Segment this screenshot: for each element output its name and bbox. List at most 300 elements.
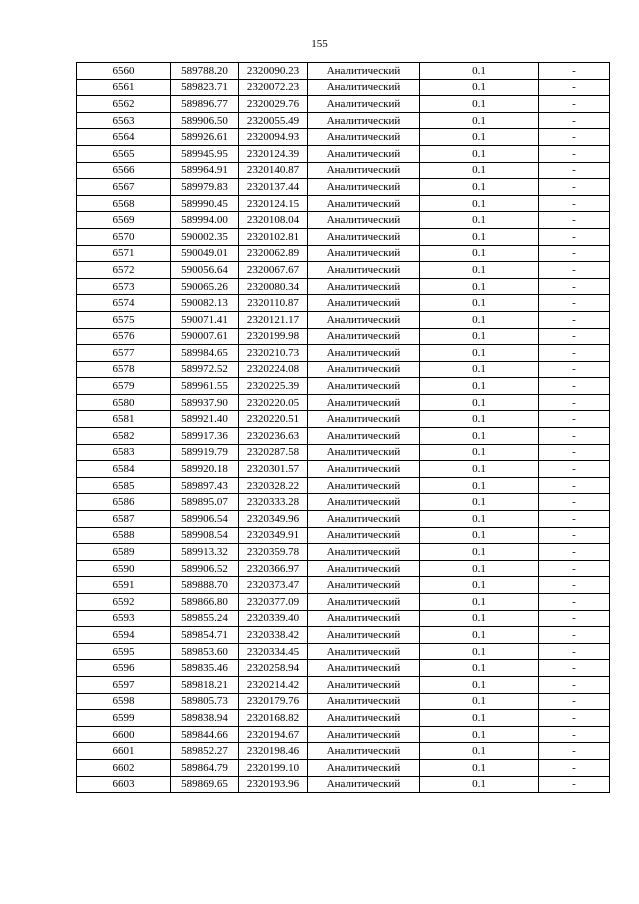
method-cell: Аналитический bbox=[308, 345, 420, 362]
point-number-cell: 6593 bbox=[77, 610, 171, 627]
table-row bbox=[77, 461, 610, 478]
method-cell: Аналитический bbox=[308, 627, 420, 644]
point-number-cell: 6601 bbox=[77, 743, 171, 760]
point-number-cell: 6595 bbox=[77, 643, 171, 660]
x-coordinate-cell: 589788.20 bbox=[171, 63, 239, 80]
point-number-cell: 6562 bbox=[77, 96, 171, 113]
y-coordinate-cell: 2320359.78 bbox=[239, 544, 308, 561]
note-cell: - bbox=[539, 361, 610, 378]
accuracy-cell: 0.1 bbox=[420, 129, 539, 146]
y-coordinate-cell: 2320236.63 bbox=[239, 428, 308, 445]
x-coordinate-cell: 590049.01 bbox=[171, 245, 239, 262]
table-row bbox=[77, 195, 610, 212]
y-coordinate-cell: 2320366.97 bbox=[239, 560, 308, 577]
x-coordinate-cell: 589906.54 bbox=[171, 511, 239, 528]
table-row bbox=[77, 710, 610, 727]
table-row bbox=[77, 145, 610, 162]
accuracy-cell: 0.1 bbox=[420, 345, 539, 362]
table-row bbox=[77, 594, 610, 611]
x-coordinate-cell: 590056.64 bbox=[171, 262, 239, 279]
table-row bbox=[77, 577, 610, 594]
accuracy-cell: 0.1 bbox=[420, 511, 539, 528]
note-cell: - bbox=[539, 96, 610, 113]
accuracy-cell: 0.1 bbox=[420, 195, 539, 212]
accuracy-cell: 0.1 bbox=[420, 228, 539, 245]
point-number-cell: 6590 bbox=[77, 560, 171, 577]
table-row bbox=[77, 63, 610, 80]
note-cell: - bbox=[539, 477, 610, 494]
method-cell: Аналитический bbox=[308, 428, 420, 445]
x-coordinate-cell: 589805.73 bbox=[171, 693, 239, 710]
note-cell: - bbox=[539, 444, 610, 461]
point-number-cell: 6598 bbox=[77, 693, 171, 710]
note-cell: - bbox=[539, 743, 610, 760]
accuracy-cell: 0.1 bbox=[420, 328, 539, 345]
accuracy-cell: 0.1 bbox=[420, 627, 539, 644]
x-coordinate-cell: 589913.32 bbox=[171, 544, 239, 561]
point-number-cell: 6602 bbox=[77, 759, 171, 776]
y-coordinate-cell: 2320198.46 bbox=[239, 743, 308, 760]
accuracy-cell: 0.1 bbox=[420, 494, 539, 511]
method-cell: Аналитический bbox=[308, 759, 420, 776]
method-cell: Аналитический bbox=[308, 394, 420, 411]
x-coordinate-cell: 589908.54 bbox=[171, 527, 239, 544]
point-number-cell: 6582 bbox=[77, 428, 171, 445]
accuracy-cell: 0.1 bbox=[420, 245, 539, 262]
accuracy-cell: 0.1 bbox=[420, 461, 539, 478]
y-coordinate-cell: 2320102.81 bbox=[239, 228, 308, 245]
method-cell: Аналитический bbox=[308, 212, 420, 229]
table-row bbox=[77, 112, 610, 129]
method-cell: Аналитический bbox=[308, 411, 420, 428]
note-cell: - bbox=[539, 511, 610, 528]
x-coordinate-cell: 589921.40 bbox=[171, 411, 239, 428]
method-cell: Аналитический bbox=[308, 195, 420, 212]
method-cell: Аналитический bbox=[308, 693, 420, 710]
accuracy-cell: 0.1 bbox=[420, 411, 539, 428]
y-coordinate-cell: 2320062.89 bbox=[239, 245, 308, 262]
y-coordinate-cell: 2320080.34 bbox=[239, 278, 308, 295]
table-row bbox=[77, 129, 610, 146]
x-coordinate-cell: 589906.52 bbox=[171, 560, 239, 577]
table-row bbox=[77, 726, 610, 743]
point-number-cell: 6584 bbox=[77, 461, 171, 478]
table-row bbox=[77, 228, 610, 245]
accuracy-cell: 0.1 bbox=[420, 112, 539, 129]
y-coordinate-cell: 2320339.40 bbox=[239, 610, 308, 627]
table-row bbox=[77, 311, 610, 328]
method-cell: Аналитический bbox=[308, 643, 420, 660]
method-cell: Аналитический bbox=[308, 295, 420, 312]
note-cell: - bbox=[539, 560, 610, 577]
method-cell: Аналитический bbox=[308, 278, 420, 295]
table-row bbox=[77, 411, 610, 428]
y-coordinate-cell: 2320377.09 bbox=[239, 594, 308, 611]
x-coordinate-cell: 589994.00 bbox=[171, 212, 239, 229]
x-coordinate-cell: 589855.24 bbox=[171, 610, 239, 627]
point-number-cell: 6581 bbox=[77, 411, 171, 428]
accuracy-cell: 0.1 bbox=[420, 145, 539, 162]
method-cell: Аналитический bbox=[308, 776, 420, 793]
y-coordinate-cell: 2320168.82 bbox=[239, 710, 308, 727]
accuracy-cell: 0.1 bbox=[420, 776, 539, 793]
note-cell: - bbox=[539, 693, 610, 710]
method-cell: Аналитический bbox=[308, 79, 420, 96]
x-coordinate-cell: 589896.77 bbox=[171, 96, 239, 113]
page-number: 155 bbox=[311, 38, 328, 50]
point-number-cell: 6573 bbox=[77, 278, 171, 295]
x-coordinate-cell: 589835.46 bbox=[171, 660, 239, 677]
y-coordinate-cell: 2320287.58 bbox=[239, 444, 308, 461]
x-coordinate-cell: 589979.83 bbox=[171, 179, 239, 196]
coordinates-table bbox=[76, 62, 610, 793]
y-coordinate-cell: 2320137.44 bbox=[239, 179, 308, 196]
point-number-cell: 6568 bbox=[77, 195, 171, 212]
accuracy-cell: 0.1 bbox=[420, 179, 539, 196]
note-cell: - bbox=[539, 245, 610, 262]
table-row bbox=[77, 743, 610, 760]
method-cell: Аналитический bbox=[308, 511, 420, 528]
point-number-cell: 6571 bbox=[77, 245, 171, 262]
point-number-cell: 6597 bbox=[77, 676, 171, 693]
y-coordinate-cell: 2320333.28 bbox=[239, 494, 308, 511]
y-coordinate-cell: 2320090.23 bbox=[239, 63, 308, 80]
method-cell: Аналитический bbox=[308, 361, 420, 378]
x-coordinate-cell: 590071.41 bbox=[171, 311, 239, 328]
point-number-cell: 6560 bbox=[77, 63, 171, 80]
x-coordinate-cell: 590065.26 bbox=[171, 278, 239, 295]
accuracy-cell: 0.1 bbox=[420, 63, 539, 80]
point-number-cell: 6565 bbox=[77, 145, 171, 162]
x-coordinate-cell: 589869.65 bbox=[171, 776, 239, 793]
method-cell: Аналитический bbox=[308, 560, 420, 577]
point-number-cell: 6580 bbox=[77, 394, 171, 411]
x-coordinate-cell: 589844.66 bbox=[171, 726, 239, 743]
note-cell: - bbox=[539, 461, 610, 478]
method-cell: Аналитический bbox=[308, 743, 420, 760]
y-coordinate-cell: 2320373.47 bbox=[239, 577, 308, 594]
point-number-cell: 6569 bbox=[77, 212, 171, 229]
table-row bbox=[77, 378, 610, 395]
point-number-cell: 6564 bbox=[77, 129, 171, 146]
x-coordinate-cell: 589854.71 bbox=[171, 627, 239, 644]
y-coordinate-cell: 2320193.96 bbox=[239, 776, 308, 793]
table-row bbox=[77, 262, 610, 279]
method-cell: Аналитический bbox=[308, 527, 420, 544]
method-cell: Аналитический bbox=[308, 63, 420, 80]
point-number-cell: 6566 bbox=[77, 162, 171, 179]
point-number-cell: 6594 bbox=[77, 627, 171, 644]
method-cell: Аналитический bbox=[308, 660, 420, 677]
table-row bbox=[77, 96, 610, 113]
y-coordinate-cell: 2320199.10 bbox=[239, 759, 308, 776]
note-cell: - bbox=[539, 643, 610, 660]
method-cell: Аналитический bbox=[308, 594, 420, 611]
y-coordinate-cell: 2320225.39 bbox=[239, 378, 308, 395]
accuracy-cell: 0.1 bbox=[420, 544, 539, 561]
table-row bbox=[77, 278, 610, 295]
point-number-cell: 6587 bbox=[77, 511, 171, 528]
table-row bbox=[77, 394, 610, 411]
note-cell: - bbox=[539, 759, 610, 776]
point-number-cell: 6586 bbox=[77, 494, 171, 511]
note-cell: - bbox=[539, 411, 610, 428]
accuracy-cell: 0.1 bbox=[420, 378, 539, 395]
accuracy-cell: 0.1 bbox=[420, 710, 539, 727]
method-cell: Аналитический bbox=[308, 96, 420, 113]
method-cell: Аналитический bbox=[308, 676, 420, 693]
table-row bbox=[77, 361, 610, 378]
y-coordinate-cell: 2320029.76 bbox=[239, 96, 308, 113]
table-row bbox=[77, 162, 610, 179]
note-cell: - bbox=[539, 394, 610, 411]
method-cell: Аналитический bbox=[308, 477, 420, 494]
point-number-cell: 6589 bbox=[77, 544, 171, 561]
y-coordinate-cell: 2320055.49 bbox=[239, 112, 308, 129]
point-number-cell: 6596 bbox=[77, 660, 171, 677]
x-coordinate-cell: 589945.95 bbox=[171, 145, 239, 162]
accuracy-cell: 0.1 bbox=[420, 743, 539, 760]
method-cell: Аналитический bbox=[308, 145, 420, 162]
y-coordinate-cell: 2320349.96 bbox=[239, 511, 308, 528]
coordinates-table-body bbox=[77, 63, 610, 793]
note-cell: - bbox=[539, 212, 610, 229]
note-cell: - bbox=[539, 145, 610, 162]
accuracy-cell: 0.1 bbox=[420, 759, 539, 776]
point-number-cell: 6574 bbox=[77, 295, 171, 312]
x-coordinate-cell: 589972.52 bbox=[171, 361, 239, 378]
note-cell: - bbox=[539, 676, 610, 693]
x-coordinate-cell: 589838.94 bbox=[171, 710, 239, 727]
method-cell: Аналитический bbox=[308, 710, 420, 727]
method-cell: Аналитический bbox=[308, 162, 420, 179]
point-number-cell: 6588 bbox=[77, 527, 171, 544]
x-coordinate-cell: 589864.79 bbox=[171, 759, 239, 776]
point-number-cell: 6600 bbox=[77, 726, 171, 743]
y-coordinate-cell: 2320179.76 bbox=[239, 693, 308, 710]
note-cell: - bbox=[539, 544, 610, 561]
x-coordinate-cell: 589961.55 bbox=[171, 378, 239, 395]
method-cell: Аналитический bbox=[308, 461, 420, 478]
table-row bbox=[77, 627, 610, 644]
method-cell: Аналитический bbox=[308, 544, 420, 561]
accuracy-cell: 0.1 bbox=[420, 444, 539, 461]
note-cell: - bbox=[539, 162, 610, 179]
y-coordinate-cell: 2320124.15 bbox=[239, 195, 308, 212]
table-row bbox=[77, 444, 610, 461]
note-cell: - bbox=[539, 328, 610, 345]
note-cell: - bbox=[539, 594, 610, 611]
y-coordinate-cell: 2320121.17 bbox=[239, 311, 308, 328]
point-number-cell: 6579 bbox=[77, 378, 171, 395]
table-row bbox=[77, 660, 610, 677]
accuracy-cell: 0.1 bbox=[420, 660, 539, 677]
method-cell: Аналитический bbox=[308, 112, 420, 129]
accuracy-cell: 0.1 bbox=[420, 726, 539, 743]
y-coordinate-cell: 2320334.45 bbox=[239, 643, 308, 660]
note-cell: - bbox=[539, 660, 610, 677]
y-coordinate-cell: 2320194.67 bbox=[239, 726, 308, 743]
note-cell: - bbox=[539, 345, 610, 362]
note-cell: - bbox=[539, 79, 610, 96]
x-coordinate-cell: 590007.61 bbox=[171, 328, 239, 345]
method-cell: Аналитический bbox=[308, 494, 420, 511]
x-coordinate-cell: 589964.91 bbox=[171, 162, 239, 179]
x-coordinate-cell: 589990.45 bbox=[171, 195, 239, 212]
note-cell: - bbox=[539, 228, 610, 245]
point-number-cell: 6585 bbox=[77, 477, 171, 494]
x-coordinate-cell: 589818.21 bbox=[171, 676, 239, 693]
y-coordinate-cell: 2320072.23 bbox=[239, 79, 308, 96]
accuracy-cell: 0.1 bbox=[420, 162, 539, 179]
y-coordinate-cell: 2320140.87 bbox=[239, 162, 308, 179]
table-row bbox=[77, 328, 610, 345]
y-coordinate-cell: 2320110.87 bbox=[239, 295, 308, 312]
point-number-cell: 6563 bbox=[77, 112, 171, 129]
method-cell: Аналитический bbox=[308, 311, 420, 328]
point-number-cell: 6576 bbox=[77, 328, 171, 345]
x-coordinate-cell: 589852.27 bbox=[171, 743, 239, 760]
point-number-cell: 6603 bbox=[77, 776, 171, 793]
table-row bbox=[77, 544, 610, 561]
table-row bbox=[77, 477, 610, 494]
method-cell: Аналитический bbox=[308, 610, 420, 627]
table-row bbox=[77, 560, 610, 577]
table-row bbox=[77, 179, 610, 196]
method-cell: Аналитический bbox=[308, 577, 420, 594]
accuracy-cell: 0.1 bbox=[420, 643, 539, 660]
note-cell: - bbox=[539, 577, 610, 594]
point-number-cell: 6599 bbox=[77, 710, 171, 727]
accuracy-cell: 0.1 bbox=[420, 693, 539, 710]
method-cell: Аналитический bbox=[308, 262, 420, 279]
accuracy-cell: 0.1 bbox=[420, 676, 539, 693]
accuracy-cell: 0.1 bbox=[420, 262, 539, 279]
note-cell: - bbox=[539, 262, 610, 279]
method-cell: Аналитический bbox=[308, 726, 420, 743]
method-cell: Аналитический bbox=[308, 245, 420, 262]
accuracy-cell: 0.1 bbox=[420, 610, 539, 627]
note-cell: - bbox=[539, 776, 610, 793]
method-cell: Аналитический bbox=[308, 179, 420, 196]
note-cell: - bbox=[539, 710, 610, 727]
x-coordinate-cell: 589920.18 bbox=[171, 461, 239, 478]
method-cell: Аналитический bbox=[308, 228, 420, 245]
note-cell: - bbox=[539, 428, 610, 445]
y-coordinate-cell: 2320349.91 bbox=[239, 527, 308, 544]
method-cell: Аналитический bbox=[308, 328, 420, 345]
y-coordinate-cell: 2320210.73 bbox=[239, 345, 308, 362]
table-row bbox=[77, 79, 610, 96]
table-row bbox=[77, 527, 610, 544]
accuracy-cell: 0.1 bbox=[420, 212, 539, 229]
accuracy-cell: 0.1 bbox=[420, 577, 539, 594]
x-coordinate-cell: 589926.61 bbox=[171, 129, 239, 146]
point-number-cell: 6591 bbox=[77, 577, 171, 594]
note-cell: - bbox=[539, 295, 610, 312]
table-row bbox=[77, 693, 610, 710]
accuracy-cell: 0.1 bbox=[420, 560, 539, 577]
accuracy-cell: 0.1 bbox=[420, 361, 539, 378]
table-row bbox=[77, 428, 610, 445]
table-row bbox=[77, 676, 610, 693]
method-cell: Аналитический bbox=[308, 129, 420, 146]
x-coordinate-cell: 589906.50 bbox=[171, 112, 239, 129]
table-row bbox=[77, 494, 610, 511]
point-number-cell: 6575 bbox=[77, 311, 171, 328]
note-cell: - bbox=[539, 112, 610, 129]
x-coordinate-cell: 589823.71 bbox=[171, 79, 239, 96]
accuracy-cell: 0.1 bbox=[420, 311, 539, 328]
table-row bbox=[77, 759, 610, 776]
note-cell: - bbox=[539, 627, 610, 644]
note-cell: - bbox=[539, 378, 610, 395]
y-coordinate-cell: 2320094.93 bbox=[239, 129, 308, 146]
accuracy-cell: 0.1 bbox=[420, 394, 539, 411]
accuracy-cell: 0.1 bbox=[420, 96, 539, 113]
accuracy-cell: 0.1 bbox=[420, 527, 539, 544]
note-cell: - bbox=[539, 195, 610, 212]
note-cell: - bbox=[539, 278, 610, 295]
accuracy-cell: 0.1 bbox=[420, 477, 539, 494]
y-coordinate-cell: 2320258.94 bbox=[239, 660, 308, 677]
x-coordinate-cell: 589866.80 bbox=[171, 594, 239, 611]
point-number-cell: 6572 bbox=[77, 262, 171, 279]
y-coordinate-cell: 2320220.05 bbox=[239, 394, 308, 411]
y-coordinate-cell: 2320124.39 bbox=[239, 145, 308, 162]
table-row bbox=[77, 212, 610, 229]
x-coordinate-cell: 589984.65 bbox=[171, 345, 239, 362]
note-cell: - bbox=[539, 179, 610, 196]
y-coordinate-cell: 2320108.04 bbox=[239, 212, 308, 229]
y-coordinate-cell: 2320220.51 bbox=[239, 411, 308, 428]
point-number-cell: 6561 bbox=[77, 79, 171, 96]
point-number-cell: 6567 bbox=[77, 179, 171, 196]
accuracy-cell: 0.1 bbox=[420, 594, 539, 611]
x-coordinate-cell: 589897.43 bbox=[171, 477, 239, 494]
y-coordinate-cell: 2320199.98 bbox=[239, 328, 308, 345]
table-row bbox=[77, 345, 610, 362]
point-number-cell: 6570 bbox=[77, 228, 171, 245]
y-coordinate-cell: 2320301.57 bbox=[239, 461, 308, 478]
accuracy-cell: 0.1 bbox=[420, 79, 539, 96]
table-row bbox=[77, 643, 610, 660]
y-coordinate-cell: 2320224.08 bbox=[239, 361, 308, 378]
y-coordinate-cell: 2320067.67 bbox=[239, 262, 308, 279]
accuracy-cell: 0.1 bbox=[420, 428, 539, 445]
note-cell: - bbox=[539, 726, 610, 743]
method-cell: Аналитический bbox=[308, 378, 420, 395]
point-number-cell: 6577 bbox=[77, 345, 171, 362]
point-number-cell: 6578 bbox=[77, 361, 171, 378]
accuracy-cell: 0.1 bbox=[420, 295, 539, 312]
x-coordinate-cell: 589937.90 bbox=[171, 394, 239, 411]
note-cell: - bbox=[539, 527, 610, 544]
table-row bbox=[77, 610, 610, 627]
y-coordinate-cell: 2320328.22 bbox=[239, 477, 308, 494]
x-coordinate-cell: 590002.35 bbox=[171, 228, 239, 245]
table-row bbox=[77, 776, 610, 793]
point-number-cell: 6583 bbox=[77, 444, 171, 461]
table-row bbox=[77, 295, 610, 312]
note-cell: - bbox=[539, 311, 610, 328]
note-cell: - bbox=[539, 63, 610, 80]
x-coordinate-cell: 589917.36 bbox=[171, 428, 239, 445]
note-cell: - bbox=[539, 610, 610, 627]
y-coordinate-cell: 2320214.42 bbox=[239, 676, 308, 693]
note-cell: - bbox=[539, 494, 610, 511]
method-cell: Аналитический bbox=[308, 444, 420, 461]
